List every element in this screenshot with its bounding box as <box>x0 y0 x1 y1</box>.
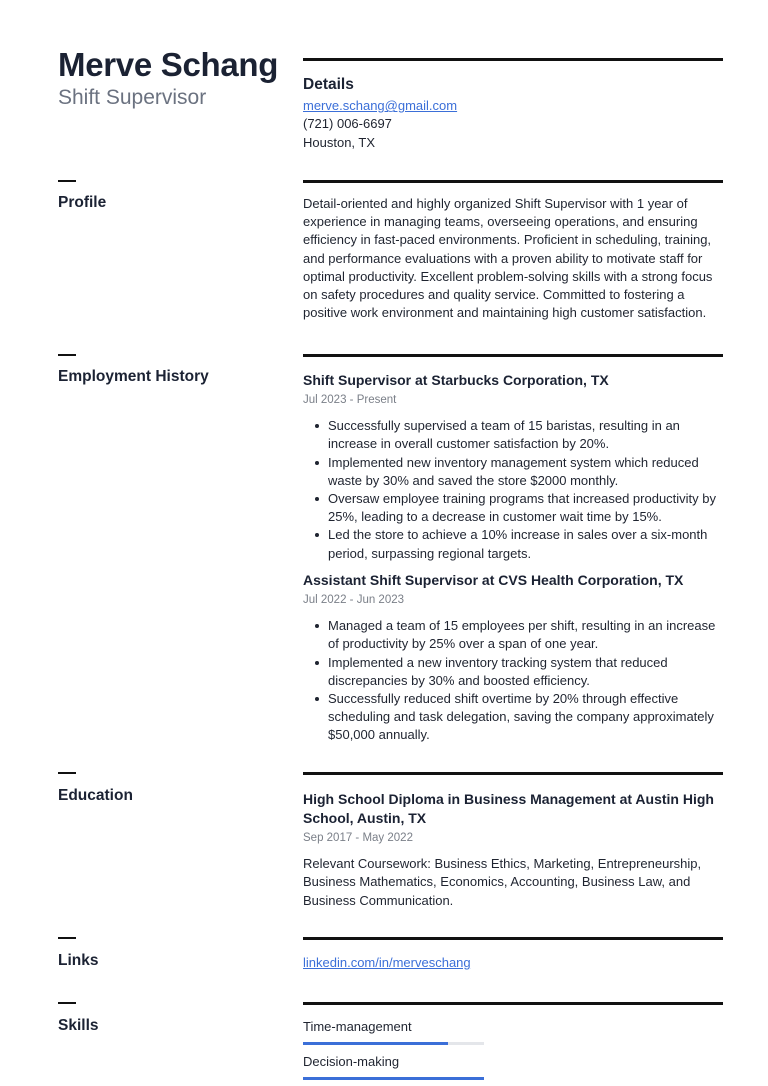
employment-rule <box>303 354 723 357</box>
links-rule <box>303 937 723 940</box>
profile-text: Detail-oriented and highly organized Shift Supervisor with 1 year of experience in managing teams, overseeing operations, and ensuring efficiency in fast-paced environments. Proficient in scheduling, training, and performance evaluations with a proven ability to motivate staff for optimal productivity. Excellent problem-solving skills with a strong focus on safety procedures and quality service. Committed to fostering a positive work environment and maintaining high customer satisfaction. <box>303 196 713 321</box>
job-title: Shift Supervisor at Starbucks Corporation, TX <box>303 372 609 388</box>
email-link[interactable]: merve.schang@gmail.com <box>303 98 458 114</box>
job-bullets <box>303 417 723 563</box>
job-title: Assistant Shift Supervisor at CVS Health Corporation, TX <box>303 572 684 588</box>
employment-dash <box>58 354 76 356</box>
education-dates: Sep 2017 - May 2022 <box>303 832 413 844</box>
skills-label: Skills <box>58 1017 99 1034</box>
candidate-title: Shift Supervisor <box>58 86 207 109</box>
profile-rule <box>303 180 723 183</box>
skill-item <box>303 1019 484 1034</box>
skill-name: Time-management <box>303 1019 412 1034</box>
skill-level-track <box>303 1042 484 1045</box>
job-entry <box>303 371 723 563</box>
skills-dash <box>58 1002 76 1004</box>
list-item: Implemented new inventory management system which reduced waste by 30% and saved the store $2000 monthly. <box>303 454 723 490</box>
job-dates: Jul 2022 - Jun 2023 <box>303 594 405 606</box>
linkedin-link[interactable]: linkedin.com/in/merveschang <box>303 955 471 970</box>
links-section <box>303 954 723 972</box>
education-description: Relevant Coursework: Business Ethics, Marketing, Entrepreneurship, Business Mathematics, Economics, Accounting, Business Law, and Business Communication. <box>303 856 702 908</box>
skill-level-fill <box>303 1042 448 1045</box>
profile-dash <box>58 180 76 182</box>
list-item: Managed a team of 15 employees per shift, resulting in an increase of productivity by 25% over a span of one year. <box>303 617 723 653</box>
degree-title: High School Diploma in Business Management at Austin High School, Austin, TX <box>303 791 714 826</box>
education-dash <box>58 772 76 774</box>
details-section <box>303 76 723 152</box>
candidate-name: Merve Schang <box>58 46 279 83</box>
job-entry <box>303 571 723 745</box>
skill-level-fill <box>303 1077 484 1080</box>
skill-name: Decision-making <box>303 1054 400 1069</box>
profile-label: Profile <box>58 194 107 211</box>
job-bullets <box>303 617 723 744</box>
skill-item <box>303 1054 484 1069</box>
links-label: Links <box>58 952 99 969</box>
list-item: Implemented a new inventory tracking system that reduced discrepancies by 30% and boosted efficiency. <box>303 654 723 690</box>
employment-label: Employment History <box>58 368 209 385</box>
details-rule <box>303 58 723 61</box>
education-rule <box>303 772 723 775</box>
phone-number: (721) 006-6697 <box>303 116 392 132</box>
list-item: Successfully supervised a team of 15 baristas, resulting in an increase in overall customer satisfaction by 20%. <box>303 417 723 453</box>
links-dash <box>58 937 76 939</box>
list-item: Successfully reduced shift overtime by 20% through effective scheduling and task delegation, saving the company approximately $50,000 annually. <box>303 690 723 745</box>
details-heading: Details <box>303 76 354 93</box>
location: Houston, TX <box>303 134 376 150</box>
education-entry <box>303 790 723 910</box>
skills-rule <box>303 1002 723 1005</box>
list-item: Oversaw employee training programs that increased productivity by 25%, leading to a decrease in customer wait time by 15%. <box>303 490 723 526</box>
list-item: Led the store to achieve a 10% increase in sales over a six-month period, surpassing regional targets. <box>303 526 723 562</box>
education-label: Education <box>58 787 133 804</box>
job-dates: Jul 2023 - Present <box>303 394 397 406</box>
skill-level-track <box>303 1077 484 1080</box>
